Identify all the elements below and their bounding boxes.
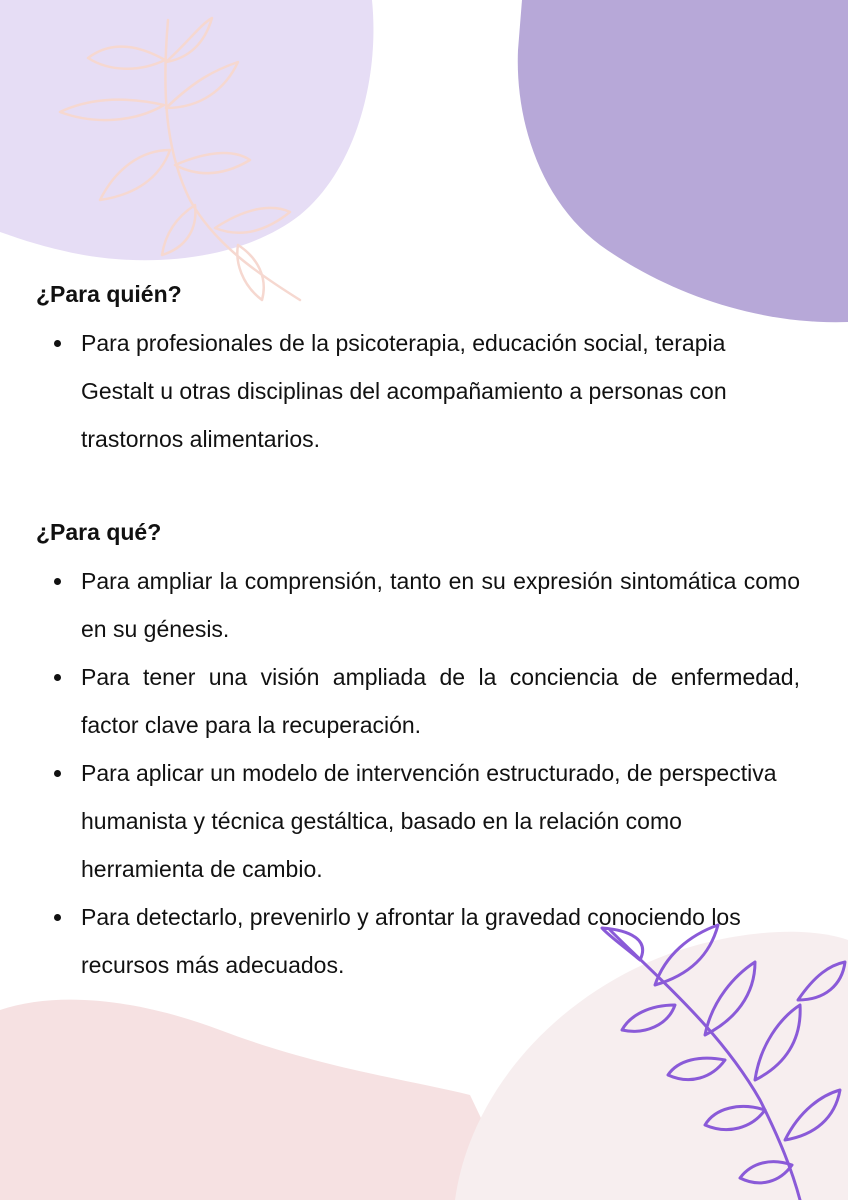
section-para-que	[36, 517, 800, 989]
list-item: Para detectarlo, prevenirlo y afrontar la gravedad conociendo los recursos más adecuados.	[36, 893, 800, 989]
section-para-quien	[36, 279, 800, 463]
bullet-list	[36, 319, 800, 463]
list-item: Para ampliar la comprensión, tanto en su expresión sintomática como en su génesis.	[36, 557, 800, 653]
section-heading: ¿Para quién?	[36, 281, 182, 307]
list-item: Para aplicar un modelo de intervención estructurado, de perspectiva humanista y técnica gestáltica, basado en la relación como herramienta de cambio.	[36, 749, 800, 893]
list-item: Para profesionales de la psicoterapia, educación social, terapia Gestalt u otras disciplinas del acompañamiento a personas con trastornos alimentarios.	[36, 319, 800, 463]
section-heading: ¿Para qué?	[36, 519, 162, 545]
bullet-list	[36, 557, 800, 989]
list-item: Para tener una visión ampliada de la conciencia de enfermedad, factor clave para la recuperación.	[36, 653, 800, 749]
